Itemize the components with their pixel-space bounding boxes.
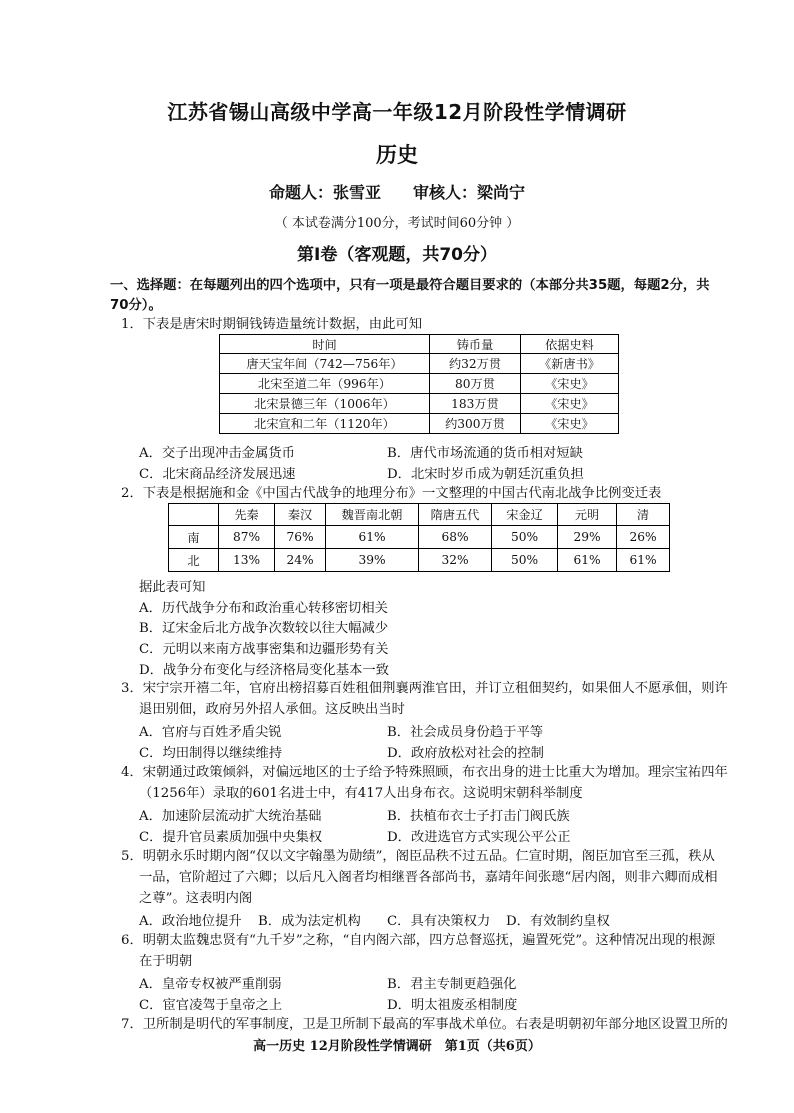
q2-conclusion: 据此表可知 <box>139 580 206 595</box>
table-cell: 61% <box>326 526 419 549</box>
q4-option-a: A．加速阶层流动扩大统治基础 <box>139 809 322 824</box>
table-row <box>169 549 670 572</box>
q1-option-d: D．北宋时岁币成为朝廷沉重负担 <box>387 467 584 482</box>
q1-option-a: A．交子出现冲击金属货币 <box>139 446 295 461</box>
table-row <box>220 374 619 394</box>
table-cell: 《新唐书》 <box>521 354 619 374</box>
table-cell: 68% <box>419 526 492 549</box>
question-5-stem-line3: 之尊”。这表明内阁 <box>139 891 253 906</box>
q3-option-c: C．均田制得以继续维持 <box>139 746 283 761</box>
question-3-stem-line2: 退田别佃，政府另外招人承佃。这反映出当时 <box>139 702 405 717</box>
table-row <box>220 354 619 374</box>
table-row <box>169 526 670 549</box>
table-cell: 39% <box>326 549 419 572</box>
table-cell: 《宋史》 <box>521 394 619 414</box>
table-cell: 《宋史》 <box>521 414 619 434</box>
q6-option-a: A．皇帝专权被严重削弱 <box>139 977 282 992</box>
q3-option-d: D．政府放松对社会的控制 <box>387 746 544 761</box>
question-5-stem-line1: 5．明朝永乐时期内阁“仅以文字翰墨为勋绩”，阁臣品秩不过五品。仁宣时期，阁臣加官至三孤，秩从 <box>121 849 715 864</box>
table-cell: 87% <box>219 526 275 549</box>
q2-table <box>168 503 670 572</box>
q3-option-a: A．官府与百姓矛盾尖锐 <box>139 725 282 740</box>
exam-info: （ 本试卷满分100分，考试时间60分钟 ） <box>274 216 520 231</box>
q3-option-b: B．社会成员身份趋于平等 <box>387 725 544 740</box>
question-7-stem-line1: 7．卫所制是明代的军事制度，卫是卫所制下最高的军事战术单位。右表是明朝初年部分地区设置卫所的 <box>121 1017 728 1032</box>
table-header: 隋唐五代 <box>419 504 492 526</box>
question-3-stem-line1: 3．宋宁宗开禧二年，官府出榜招募百姓租佃荆襄两淮官田，并订立租佃契约，如果佃人不愿承佃，则许 <box>121 681 728 696</box>
table-header: 元明 <box>558 504 617 526</box>
table-cell: 183万贯 <box>430 394 521 414</box>
table-cell: 北宋宣和二年（1120年） <box>220 414 430 434</box>
question-1-stem: 1．下表是唐宋时期铜钱铸造量统计数据，由此可知 <box>121 317 422 332</box>
table-header: 魏晋南北朝 <box>326 504 419 526</box>
table-cell: 约32万贯 <box>430 354 521 374</box>
q1-table <box>219 334 619 434</box>
q2-option-b: B．辽宋金后北方战争次数较以往大幅减少 <box>139 621 389 636</box>
subject-title: 历史 <box>376 143 418 167</box>
table-header: 依据史料 <box>521 335 619 354</box>
table-cell: 约300万贯 <box>430 414 521 434</box>
q4-option-b: B．扶植布衣士子打击门阀氏族 <box>387 809 570 824</box>
question-4-stem-line2: （1256年）录取的601名进士中，有417人出身布衣。这说明宋朝科举制度 <box>139 786 583 801</box>
q2-option-c: C．元明以来南方战事密集和边疆形势有关 <box>139 642 389 657</box>
q6-option-c: C．宦官凌驾于皇帝之上 <box>139 998 283 1013</box>
volume-title: 第Ⅰ卷（客观题，共70分） <box>297 245 497 265</box>
table-header: 铸币量 <box>430 335 521 354</box>
table-cell: 29% <box>558 526 617 549</box>
table-cell: 76% <box>275 526 326 549</box>
q5-option-b: B．成为法定机构 <box>258 914 361 929</box>
section-instructions-line1: 一、选择题：在每题列出的四个选项中，只有一项是最符合题目要求的（本部分共35题，每题2分，共 <box>110 278 710 293</box>
table-cell: 80万贯 <box>430 374 521 394</box>
page-footer: 高一历史 12月阶段性学情调研 第1页（共6页） <box>253 1039 541 1054</box>
table-cell: 50% <box>492 549 558 572</box>
q2-option-d: D．战争分布变化与经济格局变化基本一致 <box>139 663 390 678</box>
q5-option-c: C．具有决策权力 <box>387 914 491 929</box>
question-6-stem-line2: 在于明朝 <box>139 954 193 969</box>
table-cell: 唐天宝年间（742—756年） <box>220 354 430 374</box>
question-4-stem-line1: 4．宋朝通过政策倾斜，对偏远地区的士子给予特殊照顾，布衣出身的进士比重大为增加。理宗宝祐四年 <box>121 765 728 780</box>
q6-option-d: D．明太祖废丞相制度 <box>387 998 518 1013</box>
table-row <box>220 414 619 434</box>
table-cell: 61% <box>558 549 617 572</box>
table-header <box>169 504 219 526</box>
authors-line: 命题人：张雪亚 审核人：梁尚宁 <box>268 183 525 202</box>
table-cell: 50% <box>492 526 558 549</box>
table-header: 时间 <box>220 335 430 354</box>
exam-title: 江苏省锡山高级中学高一年级12月阶段性学情调研 <box>167 100 627 124</box>
table-cell: 北 <box>169 549 219 572</box>
table-cell: 北宋至道二年（996年） <box>220 374 430 394</box>
q1-option-b: B．唐代市场流通的货币相对短缺 <box>387 446 583 461</box>
q6-option-b: B．君主专制更趋强化 <box>387 977 517 992</box>
table-cell: 《宋史》 <box>521 374 619 394</box>
q5-option-a: A．政治地位提升 <box>139 914 242 929</box>
table-cell: 61% <box>617 549 670 572</box>
table-cell: 24% <box>275 549 326 572</box>
section-instructions-line2: 70分）。 <box>110 298 162 313</box>
q1-option-c: C．北宋商品经济发展迅速 <box>139 467 296 482</box>
q5-option-d: D．有效制约皇权 <box>506 914 610 929</box>
table-header: 先秦 <box>219 504 275 526</box>
q4-option-d: D．改进选官方式实现公平公正 <box>387 830 571 845</box>
table-header: 清 <box>617 504 670 526</box>
question-6-stem-line1: 6．明朝太监魏忠贤有“九千岁”之称，“自内阁六部，四方总督巡抚，遍置死党”。这种情况出现的根源 <box>121 933 716 948</box>
table-row <box>220 394 619 414</box>
table-header: 宋金辽 <box>492 504 558 526</box>
table-cell: 南 <box>169 526 219 549</box>
table-cell: 13% <box>219 549 275 572</box>
question-5-stem-line2: 一品，官阶超过了六卿；以后凡入阁者均相继晋各部尚书，嘉靖年间张璁“居内阁，则非六卿而成相 <box>139 870 718 885</box>
q2-option-a: A．历代战争分布和政治重心转移密切相关 <box>139 601 388 616</box>
table-cell: 北宋景德三年（1006年） <box>220 394 430 414</box>
question-2-stem: 2．下表是根据施和金《中国古代战争的地理分布》一文整理的中国古代南北战争比例变迁表 <box>121 486 662 501</box>
table-cell: 26% <box>617 526 670 549</box>
table-cell: 32% <box>419 549 492 572</box>
q4-option-c: C．提升官员素质加强中央集权 <box>139 830 323 845</box>
table-header: 秦汉 <box>275 504 326 526</box>
